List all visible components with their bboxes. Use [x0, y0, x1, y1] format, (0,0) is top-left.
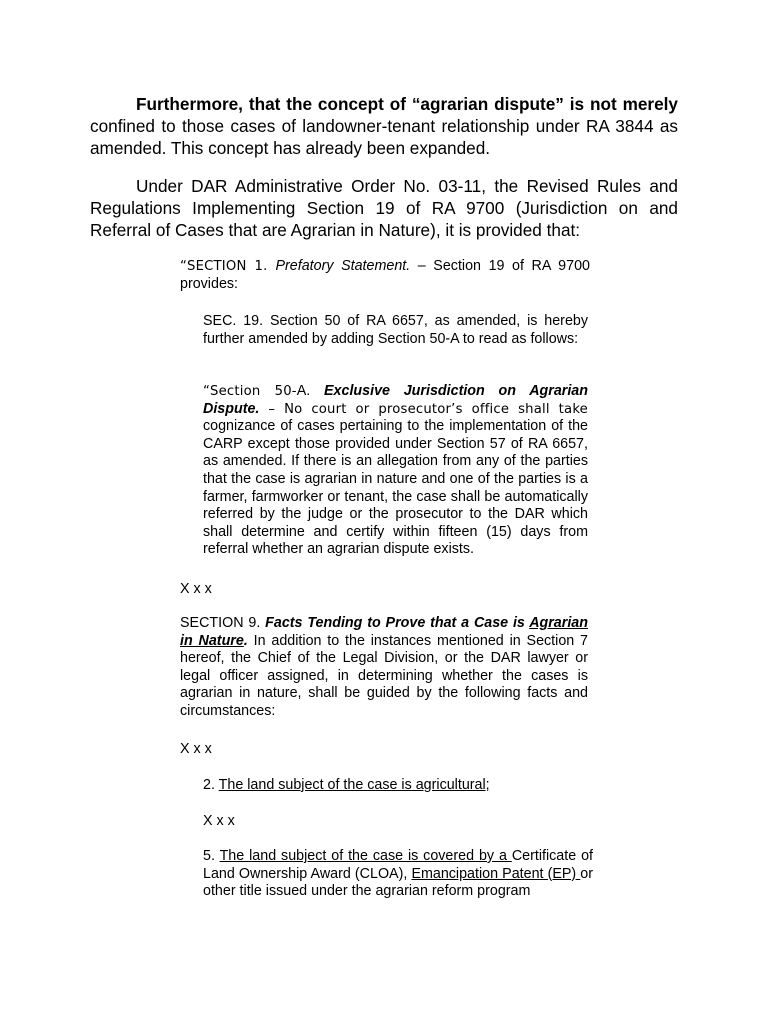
section-prefix: SECTION 9. [180, 615, 266, 631]
paragraph-dar-order [90, 175, 678, 241]
section-heading: Facts Tending to Prove that a Case is [265, 615, 530, 631]
item-text: Certificate of Land Ownership Award (CLOA), [203, 848, 593, 882]
section-heading: Exclusive Jurisdiction on Agrarian Dispute. [203, 383, 588, 417]
list-item-5 [203, 848, 593, 901]
quote-sec-19 [203, 313, 588, 348]
paragraph-agrarian-dispute-concept [90, 93, 678, 159]
section-text: cognizance of cases pertaining to the implementation of the CARP except those provided under Section 57 of RA 6657, as amended. If there is an allegation from any of the parties that the case is agrarian in nature and one of the parties is a farmer, farmworker or tenant, the case shall be automatically referred by the judge or the prosecutor to the DAR which shall determine and certify within fifteen (15) days from referral whether an agrarian dispute exists. [203, 418, 588, 558]
quote-section-50a [203, 383, 588, 559]
item-text: or other title issued under the agrarian reform program [203, 865, 593, 900]
section-prefix-letter: A. [296, 383, 325, 399]
list-item-2 [203, 777, 588, 795]
section-text: In addition to the instances mentioned in Section 7 hereof, the Chief of the Legal Division, or the DAR lawyer or legal officer assigned, in determining whether the cases is agrarian in nature, shall be guided by the following facts and circumstances: [180, 632, 588, 719]
paragraph-body-text: confined to those cases of landowner-tenant relationship under RA 3844 as amended. This concept has already been expanded. [90, 116, 678, 158]
quote-section-1 [180, 258, 590, 293]
section-heading-underlined: Agrarian in Nature [180, 615, 588, 649]
section-heading: Prefatory Statement. [275, 258, 411, 274]
item-number: 5. [203, 848, 220, 864]
item-text: The land subject of the case is agricultural; [218, 777, 490, 793]
omission-marker: X x x [180, 741, 212, 757]
section-prefix: “Section 50- [203, 384, 297, 399]
section-lead-text: – No court or prosecutor’s office shall take [259, 401, 588, 417]
omission-marker: X x x [180, 581, 212, 597]
section-heading-end: . [243, 632, 248, 649]
section-prefix: “SECTION 1. [180, 259, 276, 274]
paragraph-lead-text: Furthermore, that the concept of “agrarian dispute” is not merely [136, 94, 678, 114]
section-text: – Section 19 of RA 9700 provides: [180, 258, 590, 292]
omission-marker: X x x [203, 813, 235, 829]
item-text-underlined: The land subject of the case is covered by a [219, 848, 512, 864]
quote-section-9 [180, 615, 588, 721]
paragraph-body-text: Under DAR Administrative Order No. 03-11, the Revised Rules and Regulations Implementing Section 19 of RA 9700 (Jurisdiction on and Referral of Cases that are Agrarian in Nature), it is provided that: [90, 176, 678, 240]
item-text-underlined: Emancipation Patent (EP) [411, 865, 581, 882]
section-text: SEC. 19. Section 50 of RA 6657, as amended, is hereby further amended by adding Section 50-A to read as follows: [203, 313, 588, 347]
item-number: 2. [203, 777, 219, 793]
